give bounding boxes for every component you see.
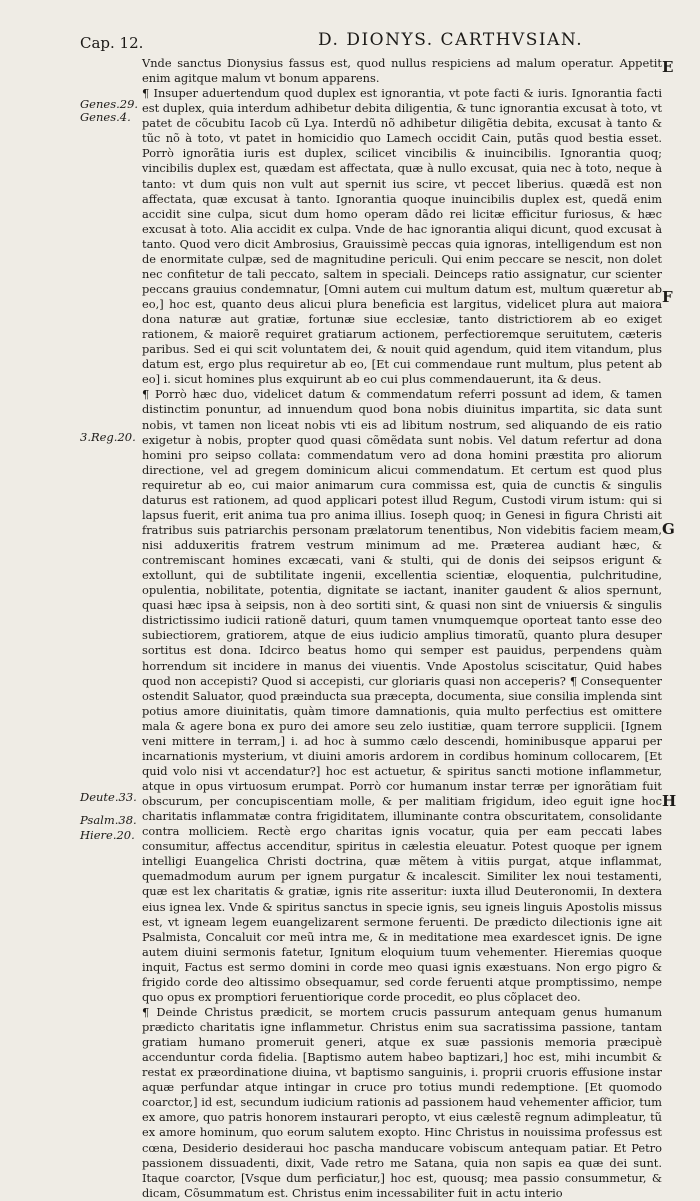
paragraph: Vnde sanctus Dionysius fassus est, quod nullus respiciens ad malum operatur. Appetit enim agitque malum vt bonum apparens. — [142, 56, 662, 86]
section-letter: E — [662, 58, 674, 76]
running-header — [80, 30, 640, 56]
margin-note: Deute.33. — [80, 790, 137, 804]
margin-note: Genes.29. — [80, 97, 139, 111]
margin-note: Psalm.38. — [80, 813, 137, 827]
margin-note: Genes.4. — [80, 110, 131, 124]
paragraph: ¶ Insuper aduertendum quod duplex est ignorantia, vt pote facti & iuris. Ignorantia facti est duplex, quia interdum adhibetur debita diligentia, & tunc ignorantia excusat à toto, vt patet de cõcubitu Iacob cũ Lya. Interdũ nõ adhibetur diligẽtia debita, excusat à tanto & tũc nõ à toto, vt patet in homicidio quo Lamech occidit Cain, putãs quod bestia esset. Porrò ignorãtia iuris est duplex, scilicet vincibilis & inuincibilis. Ignorantia quoq; vincibilis duplex est, quædam est affectata, quæ à nullo excusat, quia nec à toto, neque à tanto: vt dum quis non vult aut spernit ius scire, vt peccet liberius. quædã est non affectata, quæ excusat à tanto. Ignorantia quoque inuincibilis duplex est, quedã enim accidit sine culpa, sicut dum homo operam dãdo rei licitæ efficitur furiosus, & hæc excusat à toto. Alia accidit ex culpa. Vnde de hac ignorantia aliqui dicunt, quod excusat à tanto. Quod vero dicit Ambrosius, Grauissimè peccas quia ignoras, intelligendum est non de enormitate culpæ, sed de magnitudine periculi. Qui enim peccare se nescit, non dolet nec confitetur de tali peccato, saltem in speciali. Deinceps ratio assignatur, cur scienter peccans grauius condemnatur, [Omni autem cui multum datum est, multum quæretur ab eo,] hoc est, quanto deus alicui plura beneficia est largitus, videlicet plura aut maiora dona naturæ aut gratiæ, fortunæ siue ecclesiæ, tanto districtiorem ab eo exiget rationem, & maiorẽ requiret gratiarum actionem, perfectioremque seruitutem, cæteris paribus. Sed ei qui scit voluntatem dei, & nouit quid agendum, quid item vitandum, plus datum est, ergo plus requiretur ab eo, [Et cui commendaue runt multum, plus petent ab eo] i. sicut homines plus exquirunt ab eo cui plus commendauerunt, ita & deus. — [142, 86, 662, 387]
paragraph: ¶ Porrò hæc duo, videlicet datum & commendatum referri possunt ad idem, & tamen distinctim ponuntur, ad innuendum quod bona nobis diuinitus impartita, sic data sunt nobis, vt tamen non liceat nobis vti eis ad libitum nostrum, sed aliquando de eis ratio exigetur à nobis, propter quod quasi cõmẽdata sunt nobis. Vel datum refertur ad dona homini pro seipso collata: commendatum vero ad dona homini præstita pro aliorum directione, vel ad gregem dominicum alicui commendatum. Et certum est quod plus requiretur ab eo, cui maior animarum cura commissa est, quia de cunctis & singulis daturus est rationem, ad quod applicari potest illud Regum, Custodi virum istum: qui si lapsus fuerit, erit anima tua pro anima illius. Ioseph quoq; in Genesi in figura Christi ait fratribus suis patriarchis personam prælatorum tenentibus, Non videbitis faciem meam, nisi adduxeritis fratrem vestrum minimum ad me. Præterea audiant hæc, & contremiscant homines excæcati, vani & stulti, qui de donis dei seipsos erigunt & extollunt, qui de subtilitate ingenii, excellentia scientiæ, eloquentia, pulchritudine, opulentia, nobilitate, potentia, dignitate se iactant, inaniter gaudent & alios spernunt, quasi hæc ipsa à seipsis, non à deo sortiti sint, & quasi non sint de vniuersis & singulis districtissimo iudicii rationẽ daturi, quum tamen vnumquemque oporteat tanto esse deo subiectiorem, gratiorem, atque de eius iudicio amplius timoratũ, quanto plura desuper sortitus est dona. Idcirco beatus homo qui semper est pauidus, perpendens quàm horrendum sit incidere in manus dei viuentis. Vnde Apostolus sciscitatur, Quid habes quod non accepisti? Quod si accepisti, cur gloriaris quasi non acceperis? ¶ Consequenter ostendit Saluator, quod præinducta sua præcepta, documenta, siue consilia implenda sint potius amore diuinitatis, quàm timore damnationis, quia multo perfectius est omittere mala & agere bona ex puro dei amore seu zelo iustitiæ, quam terrore supplicii. [Ignem veni mittere in terram,] i. ad hoc à summo cælo descendi, hominibusque apparui per incarnationis mysterium, vt diuini amoris ardorem in cordibus hominum collocarem, [Et quid volo nisi vt accendatur?] hoc est actuetur, & spiritus sancti motione inflammetur, atque in opus virtuosum erumpat. Porrò cor humanum instar terræ per ignorãtiam fuit obscurum, per concupiscentiam molle, & per malitiam frigidum, ideo eguit igne hoc charitatis inflammatæ contra frigiditatem, illuminante contra obscuritatem, consolidante contra molliciem. Rectè ergo charitas ignis vocatur, quia per eam peccati labes consumitur, affectus accenditur, spiritus in cælestia eleuatur. Potest quoque per ignem intelligi Euangelica Christi doctrina, quæ mẽtem à vitiis purgat, atque inflammat, quemadmodum aurum per ignem purgatur & incalescit. Similiter lex noui testamenti, quæ est lex charitatis & gratiæ, ignis rite asseritur: iuxta illud Deuteronomii, In dextera eius ignea lex. Vnde & spiritus sanctus in specie ignis, seu igneis linguis Apostolis missus est, vt igneam legem euangelizarent sermone feruenti. De prædicto dilectionis igne ait Psalmista, Concaluit cor meũ intra me, & in meditatione mea exardescet ignis. De igne autem diuini sermonis fatetur, Ignitum eloquium tuum vehementer. Hieremias quoque inquit, Factus est sermo domini in corde meo quasi ignis exæstuans. Non ergo pigro & frigido corde deo altissimo obsequamur, sed corde feruenti atque promptissimo, nempe quo opus ex promptiori feruentiorique corde procedit, eo plus cõplacet deo. — [142, 387, 662, 1004]
paragraph: ¶ Deinde Christus prædicit, se mortem crucis passurum antequam genus humanum prædicto charitatis igne inflammetur. Christus enim sua sacratissima passione, tantam gratiam humano promeruit generi, atque ex suæ passionis memoria præcipuè accenduntur corda fidelia. [Baptismo autem habeo baptizari,] hoc est, mihi incumbit & restat ex præordinatione diuina, vt baptismo sanguinis, i. proprii cruoris effusione instar aquæ perfundar atque intingar in cruce pro totius mundi redemptione. [Et quomodo coarctor,] id est, secundum iudicium rationis ad passionem haud vehementer afficior, tum ex amore, quo patris honorem instaurari peropto, vt eius cælestẽ regnum adimpleatur, tũ ex amore hominum, quo eorum salutem exopto. Hinc Christus in nouissima professus est cœna, Desiderio desideraui hoc pascha manducare vobiscum antequam patiar. Et Petro passionem dissuadenti, dixit, Vade retro me Satana, quia non sapis ea quæ dei sunt. Itaque coarctor, [Vsque dum perficiatur,] hoc est, quousq; mea passio consummetur, & dicam, Cõsummatum est. Christus enim incessabiliter fuit in actu interio — [142, 1004, 662, 1200]
section-letter: F — [662, 288, 673, 306]
running-title: D. DIONYS. CARTHVSIAN. — [318, 30, 584, 50]
margin-note: 3.Reg.20. — [80, 430, 136, 444]
margin-note: Hiere.20. — [80, 828, 135, 842]
section-letter: H — [662, 792, 677, 810]
section-letter: G — [662, 520, 675, 538]
chapter-label: Cap. 12. — [80, 34, 144, 52]
body-text — [142, 56, 662, 1201]
